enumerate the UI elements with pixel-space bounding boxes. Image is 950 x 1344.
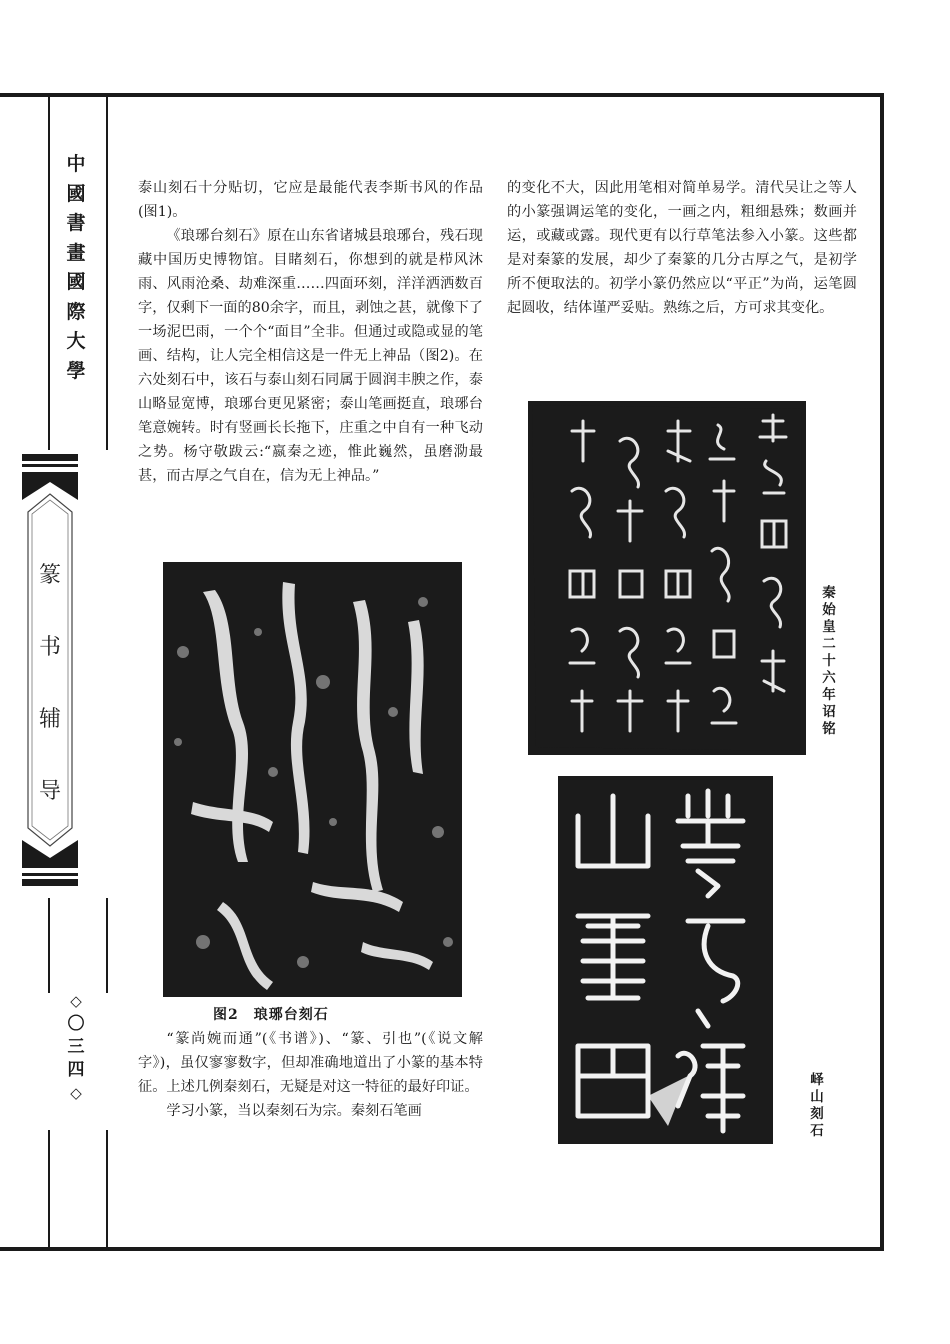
paragraph: “篆尚婉而通”(《书谱》)、“篆、引也”(《说文解字》)，虽仅寥寥数字，但却准确地道出了小篆的基本特征。上述几例秦刻石，无疑是对这一特征的最好印证。	[138, 1031, 483, 1095]
page-frame-right	[880, 93, 884, 1251]
page-frame-bottom	[0, 1247, 884, 1251]
edict-caption-vertical: 秦 始 皇 二 十 六 年 诏 铭	[822, 585, 836, 737]
sidebar-rule-right-lower	[106, 1130, 108, 1247]
body-text-right	[507, 176, 857, 320]
school-name-vertical: 中 國 書 畫 國 際 大 學	[66, 153, 86, 382]
body-text-left-bottom	[138, 1027, 483, 1123]
figure-2-caption: 图2 琅琊台刻石	[213, 1007, 329, 1023]
body-text-left-top	[138, 176, 483, 488]
diamond-icon: ◇	[70, 1084, 82, 1102]
paragraph: 泰山刻石十分贴切，它应是最能代表李斯书风的作品(图1)。	[138, 180, 483, 220]
edict-inscription-image	[528, 401, 806, 755]
langya-rubbing-image	[163, 562, 462, 997]
sidebar-rule-right-middle	[106, 898, 108, 993]
sidebar-rule-left-middle	[48, 898, 50, 993]
page-frame-top	[0, 93, 884, 97]
paragraph: 的变化不大，因此用笔相对简单易学。清代吴让之等人的小篆强调运笔的变化，一画之内，粗细悬殊；数画并运，或藏或露。现代更有以行草笔法参入小篆。这些都是对秦篆的发展，却少了秦篆的几分古厚之气，是初学所不便取法的。初学小篆仍然应以“平正”为尚，运笔圆起圆收，结体谨严妥贴。熟练之后，方可求其变化。	[507, 180, 857, 316]
page-number: ◇ 〇 三 四 ◇	[52, 990, 100, 1105]
sidebar-rule-left-lower	[48, 1130, 50, 1247]
section-title-vertical: 篆 书 辅 导	[38, 563, 61, 804]
diamond-icon: ◇	[70, 992, 82, 1010]
yishan-stele-image	[558, 776, 773, 1144]
paragraph: 《琅琊台刻石》原在山东省诸城县琅琊台，残石现藏中国历史博物馆。目睹刻石，你想到的就是栉风沐雨、风雨沧桑、劫难深重……四面环刻，洋洋洒洒数百字，仅剩下一面的80余字，而且，剥蚀之甚，就像下了一场泥巴雨，一个个“面目”全非。但通过或隐或显的笔画、结构，让人完全相信这是一件无上神品（图2)。在六处刻石中，该石与泰山刻石同属于圆润丰腴之作，泰山略显宽博，琅琊台更见紧密；泰山笔画挺直，琅琊台笔意婉转。时有竖画长长拖下，庄重之中自有一种飞动之势。杨守敬跋云:“嬴秦之迹，惟此巍然，虽磨泐最甚，而古厚之气自在，信为无上神品。”	[138, 228, 483, 484]
sidebar-rule-right-upper	[106, 97, 108, 450]
paragraph: 学习小篆，当以秦刻石为宗。秦刻石笔画	[166, 1103, 422, 1119]
sidebar-rule-left-upper	[48, 97, 50, 450]
yishan-caption-vertical: 峄 山 刻 石	[810, 1072, 824, 1139]
